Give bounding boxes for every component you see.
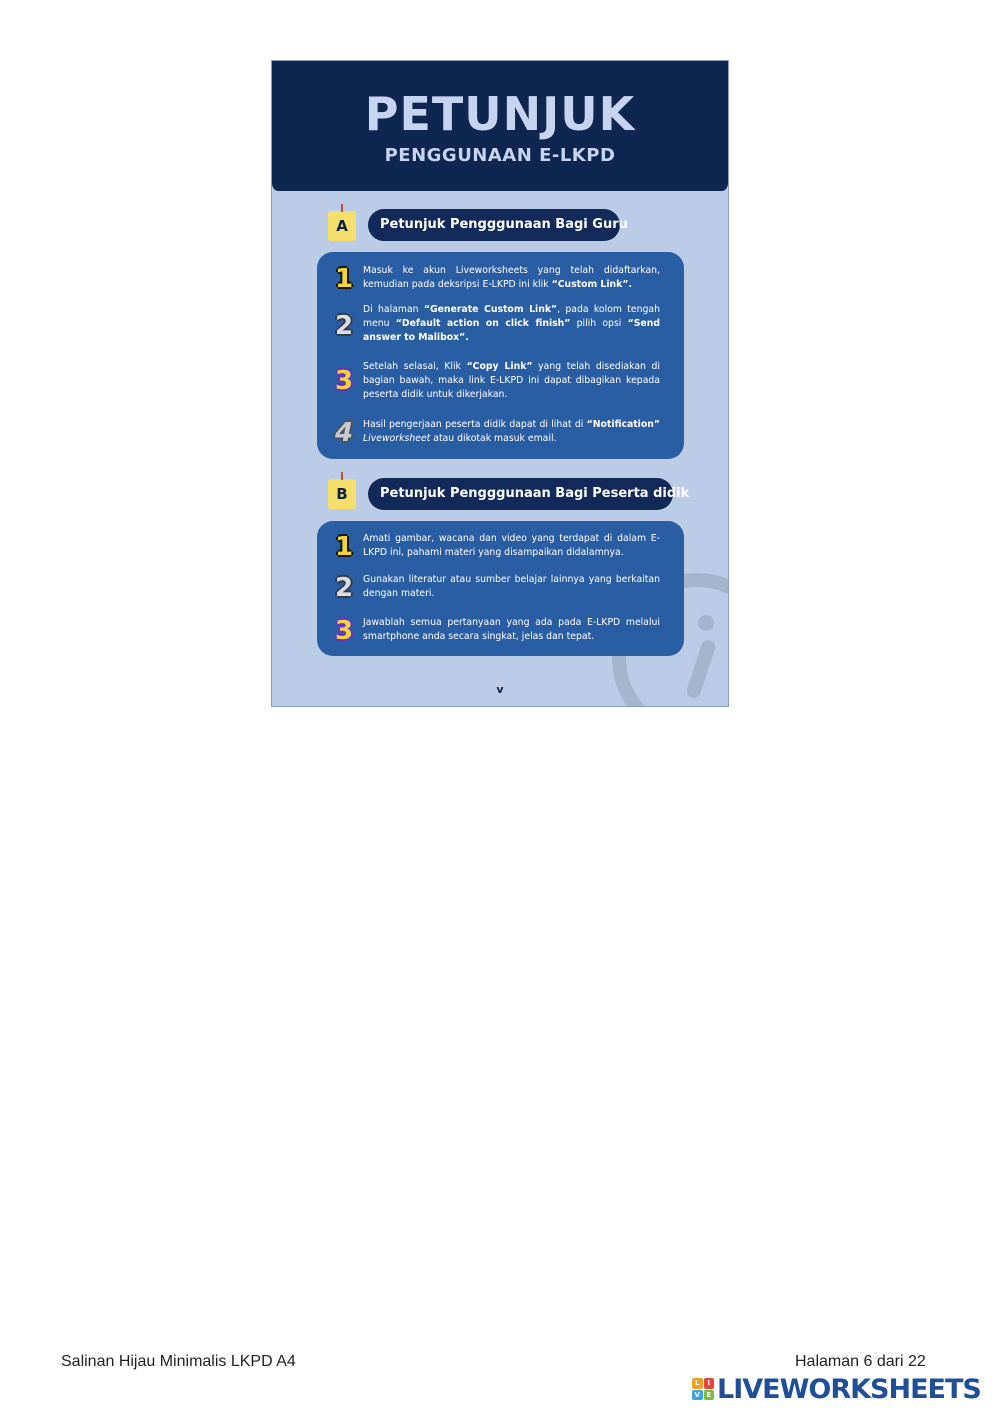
item-text: Amati gambar, wacana dan video yang terdapat di dalam E-LKPD ini, pahami materi yang disampaikan didalamnya. <box>363 533 660 558</box>
liveworksheets-logo[interactable] <box>692 1373 981 1405</box>
number-3-icon: 3 <box>334 366 354 396</box>
item-text: Setelah selasai, Klik “Copy Link” yang telah disediakan di bagian bawah, maka link E-LKPD ini dapat dibagikan kepada peserta didik untuk dikerjakan. <box>363 361 661 400</box>
instruction-card <box>271 60 729 707</box>
section-a-heading: Petunjuk Pengggunaan Bagi Guru <box>368 209 620 241</box>
section-a-list <box>317 252 684 459</box>
number-2-icon: 2 <box>334 573 354 603</box>
brand-name: LIVEWORKSHEETS <box>717 1373 981 1405</box>
card-subtitle: PENGGUNAAN E-LKPD <box>384 145 616 166</box>
section-b-list <box>317 521 684 656</box>
item-text: Di halaman “Generate Custom Link”, pada kolom tengah menu “Default action on click finish” pilih opsi “Send answer to Malibox”. <box>363 304 660 343</box>
number-1-icon: 1 <box>334 532 354 562</box>
page-indicator: Halaman 6 dari 22 <box>795 1353 926 1370</box>
item-text: Jawablah semua pertanyaan yang ada pada E-LKPD melalui smartphone anda secara singkat, jelas dan tepat. <box>363 617 660 642</box>
card-header <box>272 61 728 191</box>
chevron-down-icon: v <box>496 683 504 696</box>
number-1-icon: 1 <box>334 264 354 294</box>
card-title: PETUNJUK <box>364 87 636 141</box>
item-text: Gunakan literatur atau sumber belajar lainnya yang berkaitan dengan materi. <box>363 574 660 599</box>
item-text: Hasil pengerjaan peserta didik dapat di lihat di “Notification” Liveworksheet atau dikotak masuk email. <box>363 419 660 444</box>
number-3-icon: 3 <box>334 616 354 646</box>
section-a-badge: A <box>328 211 356 241</box>
section-b-badge: B <box>328 479 356 509</box>
number-2-icon: 2 <box>334 311 354 341</box>
section-b-heading: Petunjuk Pengggunaan Bagi Peserta didik <box>368 478 673 510</box>
item-text: Masuk ke akun Liveworksheets yang telah didaftarkan, kemudian pada deksripsi E-LKPD ini klik “Custom Link”. <box>363 265 660 290</box>
number-4-icon: 4 <box>334 418 354 448</box>
document-name: Salinan Hijau Minimalis LKPD A4 <box>61 1353 296 1370</box>
brand-grid-icon: L I V E <box>692 1378 714 1400</box>
